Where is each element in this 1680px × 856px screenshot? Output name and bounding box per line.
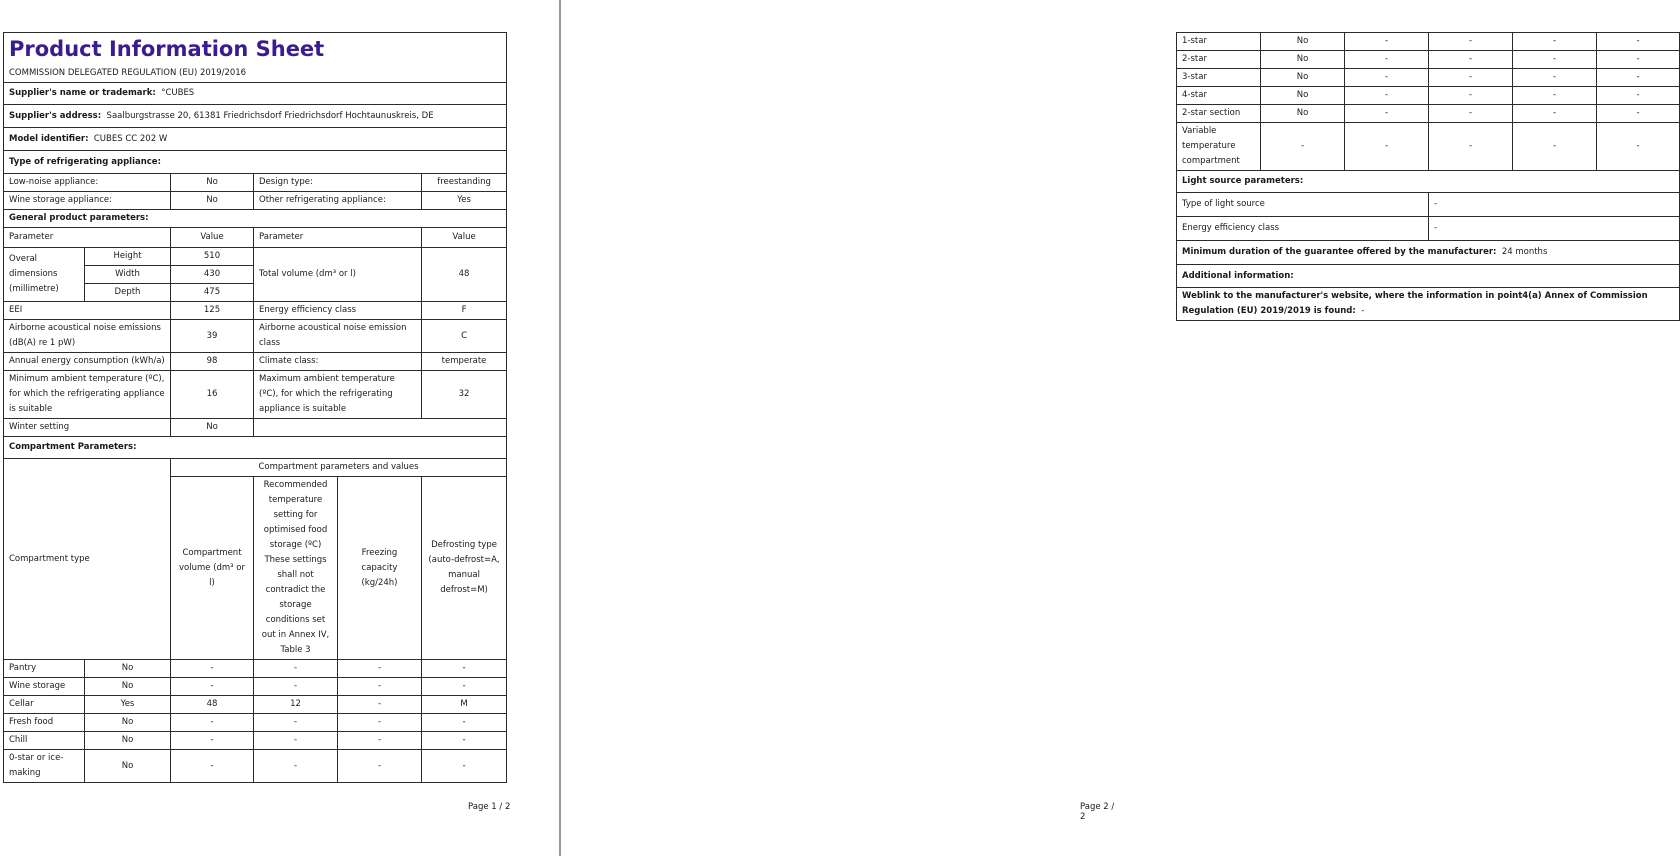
light-label: Energy efficiency class [1177, 217, 1429, 241]
compartment-volume: - [171, 732, 254, 750]
model-row [4, 128, 507, 151]
title-cell [4, 33, 507, 83]
param-header: Parameter [4, 228, 171, 248]
compartment-defrost: - [1597, 105, 1680, 123]
compartment-present: No [1261, 33, 1345, 51]
compartment-freezing: - [338, 732, 422, 750]
compartment-present: - [1261, 123, 1345, 171]
page-1 [0, 0, 559, 856]
type-heading: Type of refrigerating appliance: [4, 151, 507, 174]
compartment-temperature: - [1429, 87, 1513, 105]
compartment-name: 2-star section [1177, 105, 1261, 123]
compartment-name: 4-star [1177, 87, 1261, 105]
compartment-temperature: - [1429, 105, 1513, 123]
type-label-2: Design type: [254, 174, 422, 192]
light-value: - [1429, 193, 1680, 217]
param-label: Minimum ambient temperature (ºC), for which the refrigerating appliance is suitable [4, 371, 171, 419]
compartment-temperature: - [1429, 33, 1513, 51]
compartment-volume: - [1345, 123, 1429, 171]
compartment-name: 0-star or ice-making [4, 750, 85, 783]
page-number: Page 1 / 2 [468, 802, 511, 812]
winter-label: Winter setting [4, 419, 171, 437]
compartment-temperature: - [1429, 51, 1513, 69]
page-2 [561, 0, 1648, 856]
address-row [4, 105, 507, 128]
compartment-defrost: - [1597, 69, 1680, 87]
param-value-2: 32 [422, 371, 507, 419]
param-label: Annual energy consumption (kWh/a) [4, 353, 171, 371]
address-value: Saalburgstrasse 20, 61381 Friedrichsdorf Friedrichsdorf Hochtaunuskreis, DE [106, 110, 434, 121]
supplier-value: °CUBES [161, 88, 195, 98]
compartment-volume: - [171, 678, 254, 696]
compartment-freezing: - [338, 750, 422, 783]
dimensions-label: Overal dimensions (millimetre) [4, 248, 85, 302]
compartment-present: No [85, 678, 171, 696]
compartment-name: 3-star [1177, 69, 1261, 87]
compartment-name: Cellar [4, 696, 85, 714]
param-label-2: Airborne acoustical noise emission class [254, 320, 422, 353]
compartment-defrost: - [1597, 51, 1680, 69]
supplier-label: Supplier's name or trademark: [9, 88, 156, 98]
compartment-freezing: - [1513, 105, 1597, 123]
supplier-row [4, 83, 507, 105]
compartment-defrost: - [422, 750, 507, 783]
freezing-header: Freezing capacity (kg/24h) [338, 477, 422, 660]
compartment-volume: - [1345, 33, 1429, 51]
compartment-freezing: - [338, 696, 422, 714]
compartment-defrost: - [422, 678, 507, 696]
compartment-freezing: - [1513, 69, 1597, 87]
compartment-heading: Compartment Parameters: [4, 437, 507, 459]
compartment-temperature: - [254, 750, 338, 783]
type-label-2: Other refrigerating appliance: [254, 192, 422, 210]
param-value: 39 [171, 320, 254, 353]
volume-value: 48 [422, 248, 507, 302]
compartment-name: Pantry [4, 660, 85, 678]
compartment-volume: - [1345, 105, 1429, 123]
value-header-2: Value [422, 228, 507, 248]
volume-header: Compartment volume (dm³ or l) [171, 477, 254, 660]
type-value: No [171, 174, 254, 192]
address-label: Supplier's address: [9, 110, 102, 121]
compartment-present: No [85, 660, 171, 678]
guarantee-row [1177, 241, 1680, 265]
weblink-row [1177, 288, 1680, 321]
additional-info-heading: Additional information: [1177, 265, 1680, 288]
height-value: 510 [171, 248, 254, 266]
compartment-freezing: - [338, 660, 422, 678]
compartment-freezing: - [338, 678, 422, 696]
compartment-type-header: Compartment type [4, 459, 171, 660]
compartment-volume: 48 [171, 696, 254, 714]
value-header: Value [171, 228, 254, 248]
defrost-header: Defrosting type (auto-defrost=A, manual defrost=M) [422, 477, 507, 660]
depth-value: 475 [171, 284, 254, 302]
depth-label: Depth [85, 284, 171, 302]
compartment-name: Fresh food [4, 714, 85, 732]
param-value-2: temperate [422, 353, 507, 371]
compartment-present: No [85, 750, 171, 783]
compartment-freezing: - [338, 714, 422, 732]
compartment-volume: - [171, 660, 254, 678]
compartment-temperature: - [254, 714, 338, 732]
param-label: EEI [4, 302, 171, 320]
compartment-temperature: - [254, 732, 338, 750]
compartment-temperature: - [254, 660, 338, 678]
compartment-present: No [85, 732, 171, 750]
compartment-present: No [1261, 51, 1345, 69]
type-value-2: Yes [422, 192, 507, 210]
param-label-2: Maximum ambient temperature (ºC), for which the refrigerating appliance is suitable [254, 371, 422, 419]
compartment-defrost: - [422, 732, 507, 750]
model-label: Model identifier: [9, 133, 89, 144]
type-label: Wine storage appliance: [4, 192, 171, 210]
compartment-volume: - [1345, 87, 1429, 105]
light-label: Type of light source [1177, 193, 1429, 217]
param-value: 16 [171, 371, 254, 419]
width-value: 430 [171, 266, 254, 284]
compartment-present: No [1261, 69, 1345, 87]
compartment-defrost: - [1597, 33, 1680, 51]
temperature-header: Recommended temperature setting for optimised food storage (ºC) These settings shall not contradict the storage conditions set out in Annex IV, Table 3 [254, 477, 338, 660]
compartment-volume: - [171, 714, 254, 732]
type-label: Low-noise appliance: [4, 174, 171, 192]
volume-label: Total volume (dm³ or l) [254, 248, 422, 302]
weblink-label: Weblink to the manufacturer's website, where the information in point4(a) Annex of Commission Regulation (EU) 2019/2019 is found: [1182, 291, 1648, 316]
compartment-temperature: 12 [254, 696, 338, 714]
compartment-volume: - [1345, 69, 1429, 87]
compartment-temperature: - [1429, 123, 1513, 171]
compartment-freezing: - [1513, 123, 1597, 171]
light-value: - [1429, 217, 1680, 241]
compartment-temperature: - [254, 678, 338, 696]
empty-cell [254, 419, 507, 437]
model-value: CUBES CC 202 W [93, 133, 168, 144]
variable-compartment-name: Variable temperature compartment [1177, 123, 1261, 171]
compartment-freezing: - [1513, 51, 1597, 69]
compartment-group-header: Compartment parameters and values [171, 459, 507, 477]
param-header-2: Parameter [254, 228, 422, 248]
page-number: Page 2 / 2 [1080, 802, 1115, 822]
param-value: 125 [171, 302, 254, 320]
compartment-volume: - [171, 750, 254, 783]
compartment-name: 2-star [1177, 51, 1261, 69]
product-info-table [3, 32, 507, 783]
height-label: Height [85, 248, 171, 266]
type-value-2: freestanding [422, 174, 507, 192]
width-label: Width [85, 266, 171, 284]
compartment-defrost: M [422, 696, 507, 714]
compartment-present: No [1261, 87, 1345, 105]
compartment-present: No [85, 714, 171, 732]
param-value: 98 [171, 353, 254, 371]
compartment-present: No [1261, 105, 1345, 123]
compartment-temperature: - [1429, 69, 1513, 87]
winter-value: No [171, 419, 254, 437]
compartment-freezing: - [1513, 33, 1597, 51]
regulation-reference: COMMISSION DELEGATED REGULATION (EU) 2019/2016 [9, 68, 247, 78]
param-label-2: Energy efficiency class [254, 302, 422, 320]
page-title: Product Information Sheet [9, 37, 325, 61]
light-heading: Light source parameters: [1177, 171, 1680, 193]
general-heading: General product parameters: [4, 210, 507, 228]
compartment-defrost: - [1597, 123, 1680, 171]
type-value: No [171, 192, 254, 210]
compartment-name: Wine storage [4, 678, 85, 696]
compartment-defrost: - [422, 660, 507, 678]
compartment-defrost: - [422, 714, 507, 732]
compartment-name: 1-star [1177, 33, 1261, 51]
compartment-name: Chill [4, 732, 85, 750]
product-info-table-continued [1176, 32, 1680, 321]
compartment-present: Yes [85, 696, 171, 714]
guarantee-value: 24 months [1501, 247, 1548, 257]
param-value-2: C [422, 320, 507, 353]
param-value-2: F [422, 302, 507, 320]
compartment-volume: - [1345, 51, 1429, 69]
guarantee-label: Minimum duration of the guarantee offered by the manufacturer: [1182, 247, 1497, 257]
weblink-value: - [1361, 306, 1365, 316]
compartment-defrost: - [1597, 87, 1680, 105]
param-label-2: Climate class: [254, 353, 422, 371]
compartment-freezing: - [1513, 87, 1597, 105]
param-label: Airborne acoustical noise emissions (dB(A) re 1 pW) [4, 320, 171, 353]
